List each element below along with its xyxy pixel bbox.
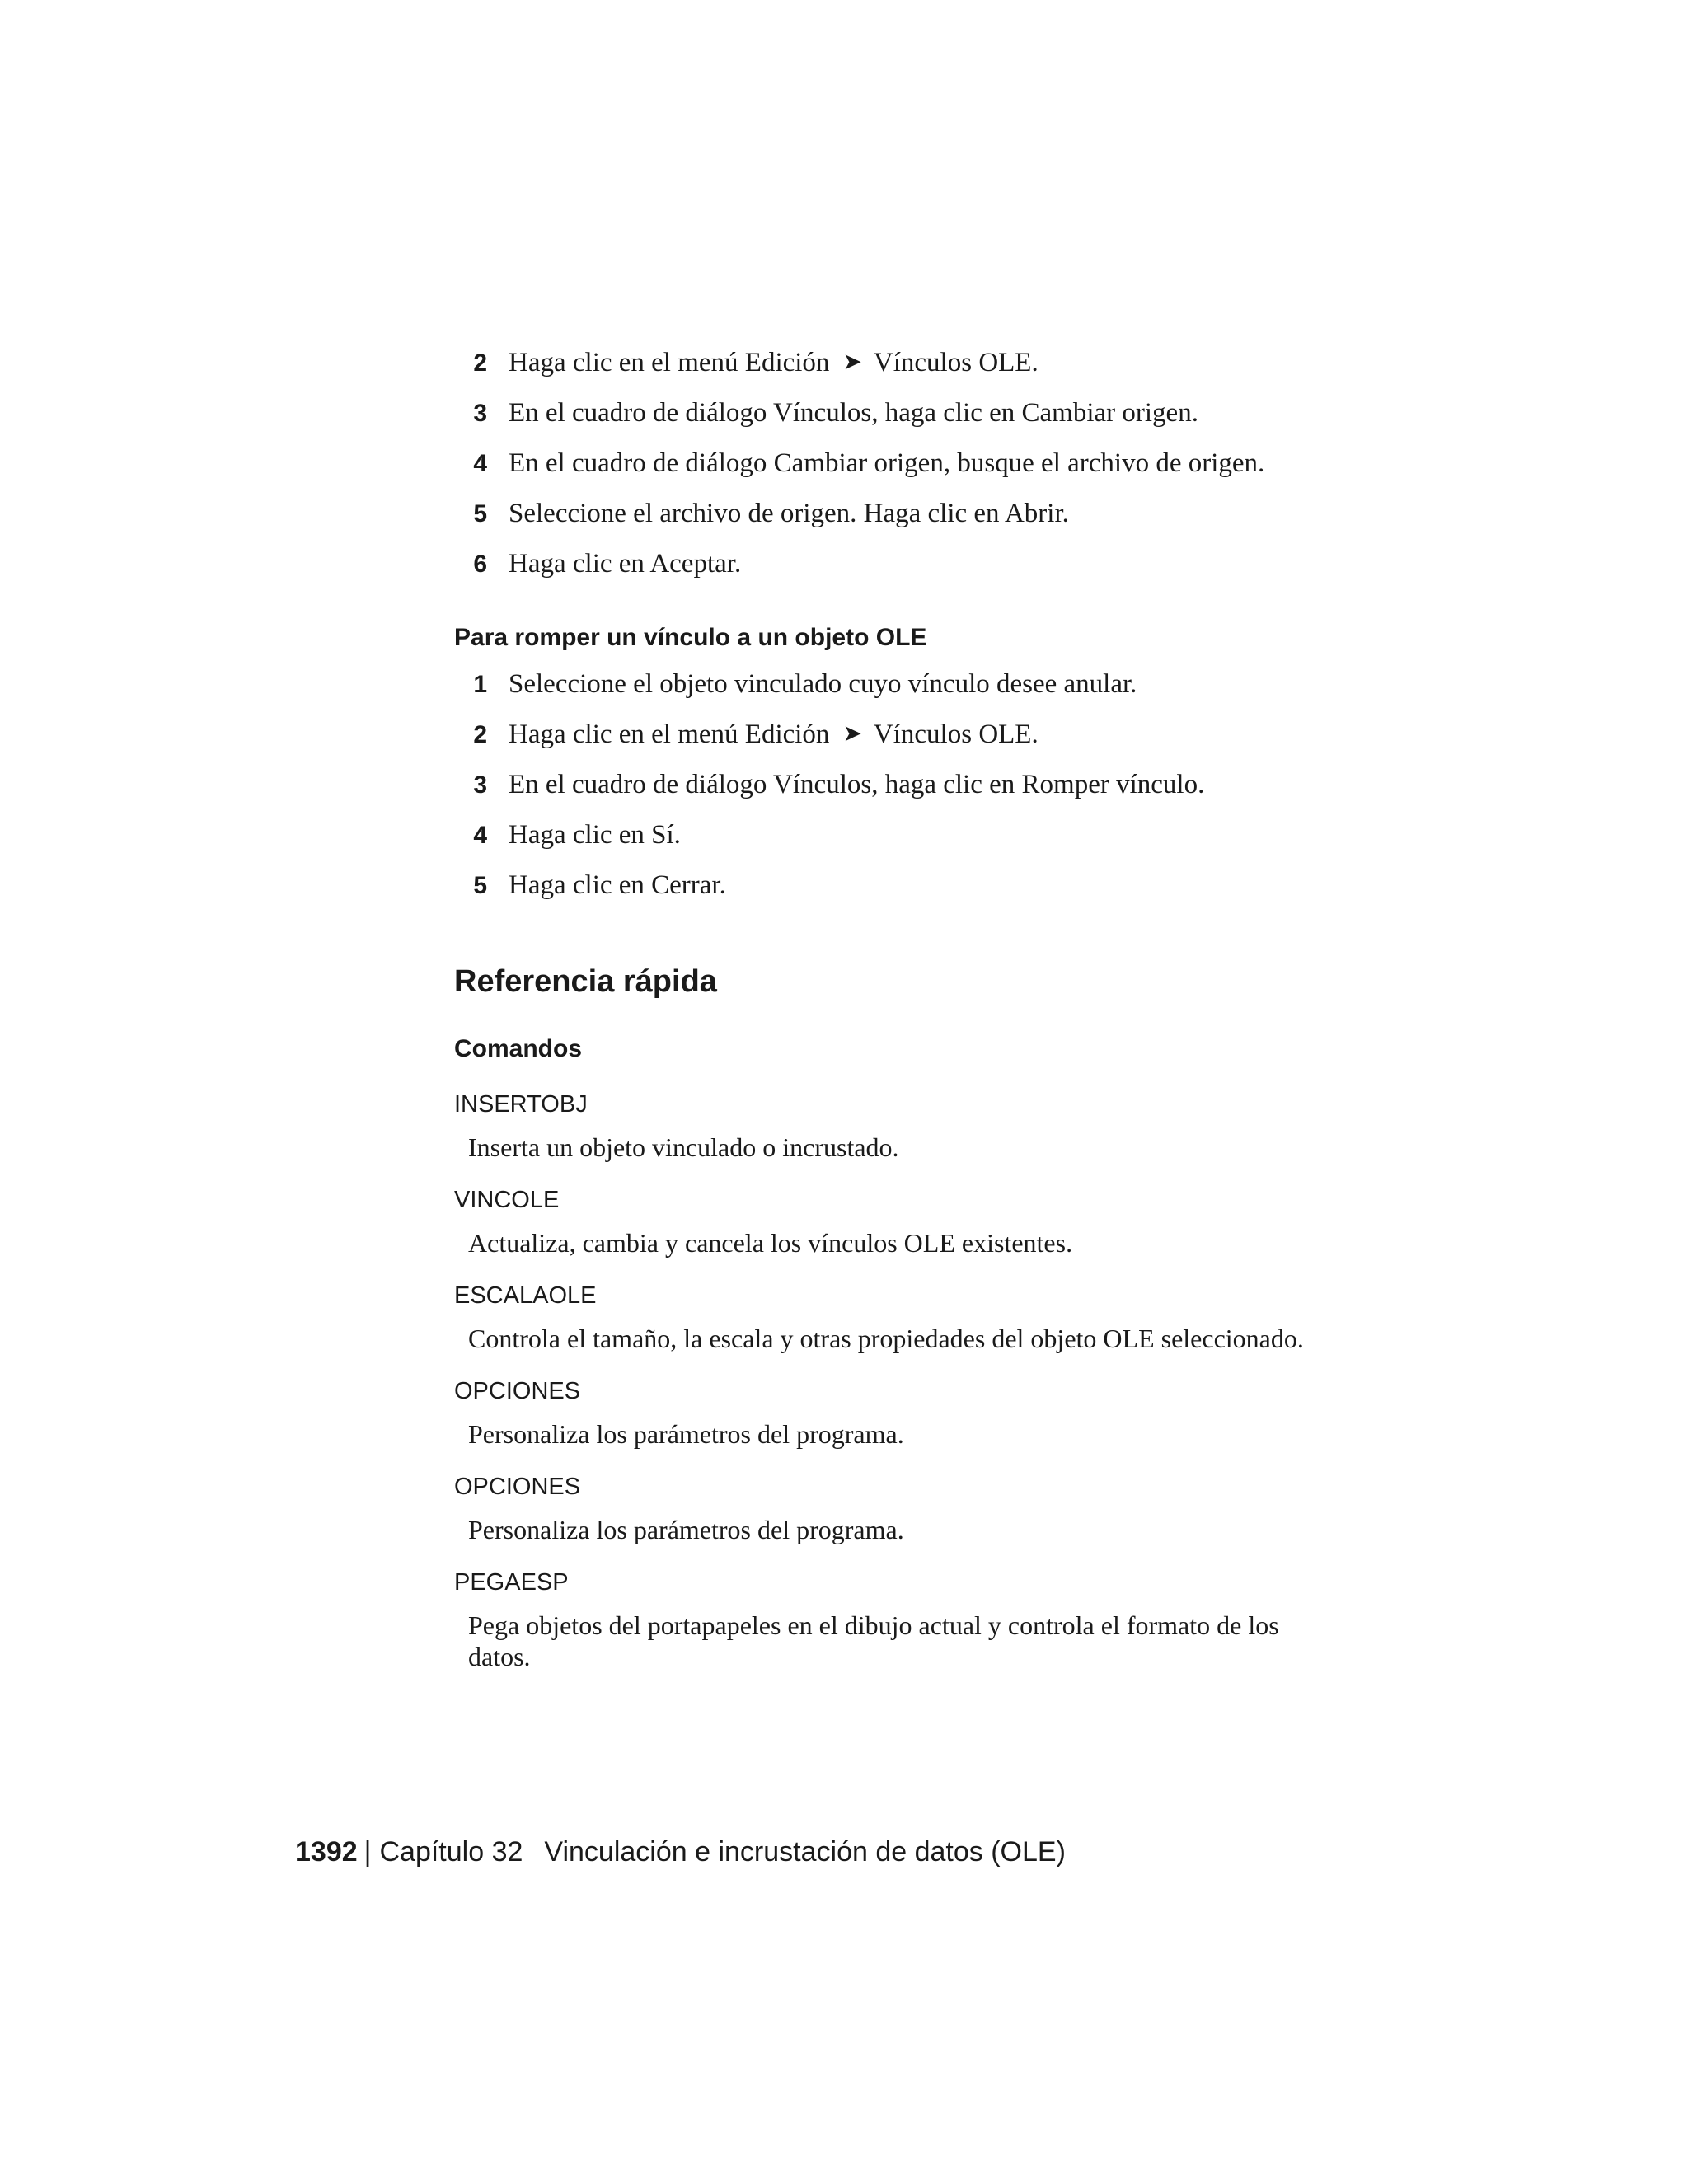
step-number: 4	[473, 822, 487, 849]
step-item	[449, 760, 1356, 810]
step-item	[449, 659, 1356, 710]
step-text: Haga clic en Cerrar.	[509, 870, 726, 900]
command-entry	[454, 1562, 1361, 1672]
step-list-change-source	[449, 338, 1356, 589]
command-entry	[454, 1275, 1361, 1354]
step-item	[449, 539, 1356, 589]
step-text: En el cuadro de diálogo Vínculos, haga clic en Romper vínculo.	[509, 770, 1205, 799]
command-entry	[454, 1466, 1361, 1545]
chapter-label: Capítulo 32	[379, 1836, 523, 1868]
step-text: En el cuadro de diálogo Cambiar origen, busque el archivo de origen.	[509, 448, 1265, 478]
footer-separator: |	[363, 1836, 372, 1868]
command-name: PEGAESP	[454, 1569, 569, 1596]
command-name: VINCOLE	[454, 1187, 560, 1213]
step-number: 4	[473, 450, 487, 477]
chapter-title: Vinculación e incrustación de datos (OLE)	[544, 1836, 1066, 1868]
step-text-after: Vínculos OLE.	[873, 719, 1039, 749]
page-footer	[295, 1836, 1066, 1868]
step-text-after: Vínculos OLE.	[873, 348, 1039, 377]
step-number: 1	[473, 671, 487, 698]
step-item	[449, 810, 1356, 860]
command-description: Controla el tamaño, la escala y otras propiedades del objeto OLE seleccionado.	[468, 1324, 1304, 1353]
command-entry	[454, 1179, 1361, 1258]
command-name: OPCIONES	[454, 1378, 581, 1404]
step-text: Haga clic en Sí.	[509, 820, 681, 850]
command-description: Pega objetos del portapapeles en el dibujo actual y controla el formato de los datos.	[468, 1610, 1279, 1671]
step-text: Haga clic en Aceptar.	[509, 549, 742, 579]
step-number: 3	[473, 771, 487, 799]
command-name: ESCALAOLE	[454, 1282, 597, 1309]
step-text: Seleccione el archivo de origen. Haga clic en Abrir.	[509, 499, 1069, 528]
step-number: 5	[473, 500, 487, 527]
step-list-break-link	[449, 659, 1356, 911]
menu-arrow-icon: ➤	[842, 721, 862, 747]
step-item	[449, 338, 1356, 388]
command-list	[454, 1084, 1361, 1689]
command-description: Personaliza los parámetros del programa.	[468, 1419, 904, 1449]
step-item	[449, 860, 1356, 911]
command-name: INSERTOBJ	[454, 1091, 588, 1118]
section-heading: Referencia rápida	[454, 964, 717, 999]
menu-arrow-icon: ➤	[842, 349, 862, 375]
step-item	[449, 710, 1356, 760]
step-item	[449, 438, 1356, 489]
step-number: 3	[473, 400, 487, 427]
step-text: En el cuadro de diálogo Vínculos, haga clic en Cambiar origen.	[509, 398, 1198, 428]
step-number: 2	[473, 721, 487, 748]
step-text: Haga clic en el menú Edición	[509, 719, 830, 749]
step-text: Seleccione el objeto vinculado cuyo vínculo desee anular.	[509, 669, 1137, 699]
command-name: OPCIONES	[454, 1474, 581, 1500]
command-entry	[454, 1371, 1361, 1450]
procedure-heading: Para romper un vínculo a un objeto OLE	[454, 624, 927, 651]
command-description: Actualiza, cambia y cancela los vínculos OLE existentes.	[468, 1228, 1073, 1258]
commands-heading: Comandos	[454, 1035, 583, 1062]
step-number: 2	[473, 349, 487, 377]
step-number: 6	[473, 551, 487, 578]
step-text: Haga clic en el menú Edición	[509, 348, 830, 377]
step-item	[449, 388, 1356, 438]
command-description: Inserta un objeto vinculado o incrustado.	[468, 1132, 899, 1162]
page-number: 1392	[295, 1836, 358, 1868]
command-description: Personaliza los parámetros del programa.	[468, 1515, 904, 1544]
step-item	[449, 489, 1356, 539]
step-number: 5	[473, 872, 487, 899]
command-entry	[454, 1084, 1361, 1163]
